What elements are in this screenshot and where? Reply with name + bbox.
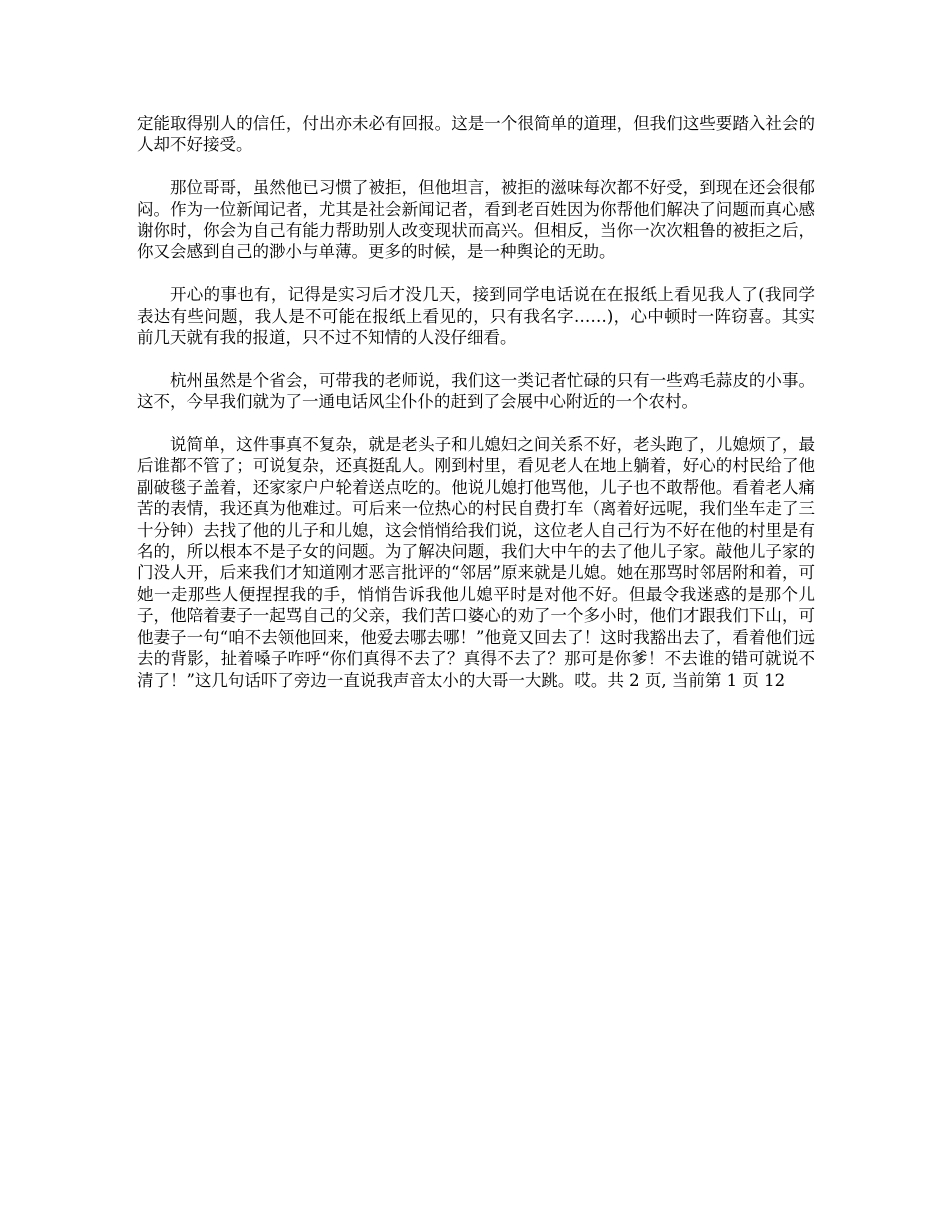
paragraph-5-text: 说简单，这件事真不复杂，就是老头子和儿媳妇之间关系不好，老头跑了，儿媳烦了，最后谁都不管了；可说复杂，还真挺乱人。刚到村里，看见老人在地上躺着，好心的村民给了他副破毯子盖着，还家家户户轮着送点吃的。他说儿媳打他骂他，儿子也不敢帮他。看着老人痛苦的表情，我还真为他难过。可后来一位热心的村民自费打车（离着好远呢，我们坐车走了三十分钟）去找了他的儿子和儿媳，这会悄悄给我们说，这位老人自己行为不好在他的村里是有名的，所以根本不是子女的问题。为了解决问题，我们大中午的去了他儿子家。敲他儿子家的门没人开，后来我们才知道刚才恶言批评的“邻居”原来就是儿媳。她在那骂时邻居附和着，可她一走那些人便捏捏我的手，悄悄告诉我他儿媳平时是对他不好。但最令我迷惑的是那个儿子，他陪着妻子一起骂自己的父亲，我们苦口婆心的劝了一个多小时，他们才跟我们下山，可他妻子一句“咱不去领他回来，他爱去哪去哪！”他竟又回去了！这时我豁出去了，看着他们远去的背影，扯着嗓子咋呼“你们真得不去了？真得不去了？那可是你爹！不去谁的错可就说不清了！”这几句话吓了旁边一直说我声音太小的大哥一大跳。哎。 [137, 435, 815, 690]
paragraph-3: 开心的事也有，记得是实习后才没几天，接到同学电话说在在报纸上看见我人了(我同学表达有些问题，我人是不可能在报纸上看见的，只有我名字……)，心中顿时一阵窃喜。其实前几天就有我的报道，只不过不知情的人没仔细看。 [137, 285, 815, 348]
paragraph-2: 那位哥哥，虽然他已习惯了被拒，但他坦言，被拒的滋味每次都不好受，到现在还会很郁闷。作为一位新闻记者，尤其是社会新闻记者，看到老百姓因为你帮他们解决了问题而真心感谢你时，你会为自己有能力帮助别人改变现状而高兴。但相反，当你一次次粗鲁的被拒之后，你又会感到自己的渺小与单薄。更多的时候，是一种舆论的无助。 [137, 178, 815, 262]
paragraph-1: 定能取得别人的信任，付出亦未必有回报。这是一个很简单的道理，但我们这些要踏入社会的人却不好接受。 [137, 114, 815, 155]
paragraph-5 [137, 434, 815, 691]
paragraph-4: 杭州虽然是个省会，可带我的老师说，我们这一类记者忙碌的只有一些鸡毛蒜皮的小事。这不，今早我们就为了一通电话风尘仆仆的赶到了会展中心附近的一个农村。 [137, 370, 815, 412]
page-info: 共 2 页, 当前第 1 页 12 [607, 670, 786, 690]
document-body [137, 113, 815, 691]
